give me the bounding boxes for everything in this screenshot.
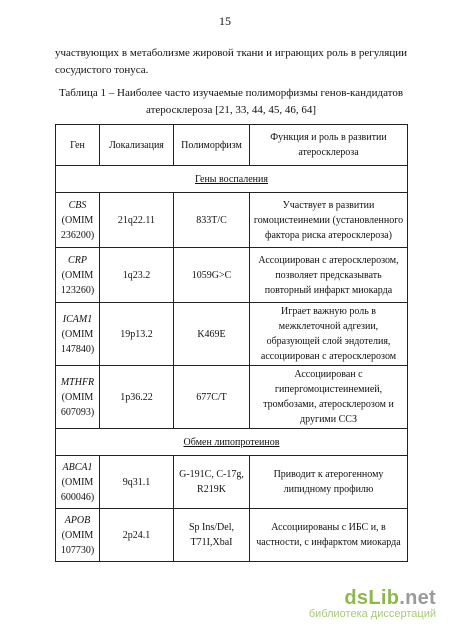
page-number: 15 [219, 14, 231, 28]
intro-paragraph [55, 45, 407, 79]
dslib-watermark[interactable] [309, 588, 436, 621]
gene-cell [56, 248, 100, 303]
omim-label: (OMIM [61, 214, 94, 226]
function-cell: Приводит к атерогенному липидному профилю [250, 456, 408, 509]
table-row [56, 303, 408, 366]
gene-name: CRP [68, 254, 87, 266]
polymorphism-cell: 1059G>C [174, 248, 250, 303]
header-gene: Ген [56, 125, 100, 166]
gene-name: MTHFR [60, 376, 95, 388]
section-title: Обмен липопротеинов [56, 429, 408, 456]
header-polymorphism: Полиморфизм [174, 125, 250, 166]
polymorphism-cell: 677C/T [174, 366, 250, 429]
omim-label: (OMIM [61, 328, 94, 340]
header-function: Функция и роль в развитии атеросклероза [250, 125, 408, 166]
dslib-logo [309, 588, 436, 608]
gene-cell [56, 366, 100, 429]
omim-number: 147840) [60, 343, 95, 355]
locus-cell: 2p24.1 [100, 509, 174, 562]
header-locus: Локализация [100, 125, 174, 166]
omim-number: 107730) [60, 544, 95, 556]
locus-cell: 1q23.2 [100, 248, 174, 303]
gene-name: APOB [64, 514, 91, 526]
intro-line-1: участвующих в метаболизме жировой ткани и играющих роль в регуляции [55, 47, 407, 59]
caption-line-1: Таблица 1 – Наиболее часто изучаемые полиморфизмы генов-кандидатов [58, 87, 404, 99]
gene-polymorphism-table [55, 124, 408, 562]
logo-tld: .net [399, 587, 436, 609]
gene-cell [56, 193, 100, 248]
omim-label: (OMIM [61, 391, 94, 403]
gene-cell [56, 456, 100, 509]
omim-number: 607093) [60, 406, 95, 418]
gene-cell [56, 509, 100, 562]
gene-name: ICAM1 [62, 313, 93, 325]
omim-label: (OMIM [61, 529, 94, 541]
polymorphism-cell: K469E [174, 303, 250, 366]
table-row [56, 366, 408, 429]
section-title: Гены воспаления [56, 166, 408, 193]
locus-cell: 21q22.11 [100, 193, 174, 248]
function-cell: Играет важную роль в межклеточной адгезии, образующей слой эндотелия, ассоциирован с атеросклерозом [250, 303, 408, 366]
omim-label: (OMIM [61, 269, 94, 281]
omim-number: 236200) [60, 229, 95, 241]
polymorphism-cell: Sp Ins/Del, T71I,XbaI [174, 509, 250, 562]
table-header-row [56, 125, 408, 166]
function-cell: Ассоциирован с гипергомоцистеинемией, тромбозами, атеросклерозом и другими ССЗ [250, 366, 408, 429]
table-row [56, 193, 408, 248]
gene-name: CBS [68, 199, 87, 211]
omim-number: 600046) [60, 491, 95, 503]
gene-name: ABCA1 [62, 461, 93, 473]
function-cell: Участвует в развитии гомоцистеинемии (установленного фактора риска атеросклероза) [250, 193, 408, 248]
polymorphism-cell: G-191C, C-17g, R219K [174, 456, 250, 509]
table-row [56, 248, 408, 303]
section-row-lipoprotein [56, 429, 408, 456]
table-row [56, 456, 408, 509]
function-cell: Ассоциирован с атеросклерозом, позволяет предсказывать повторный инфаркт миокарда [250, 248, 408, 303]
polymorphism-cell: 833T/C [174, 193, 250, 248]
table-caption [55, 85, 407, 119]
omim-label: (OMIM [61, 476, 94, 488]
locus-cell: 19p13.2 [100, 303, 174, 366]
omim-number: 123260) [60, 284, 95, 296]
locus-cell: 9q31.1 [100, 456, 174, 509]
section-row-inflammation [56, 166, 408, 193]
table-row [56, 509, 408, 562]
watermark-subtitle: библиотека диссертаций [308, 608, 436, 620]
logo-main: dsLib [344, 587, 400, 609]
locus-cell: 1p36.22 [100, 366, 174, 429]
caption-line-2: атеросклероза [21, 33, 44, 45, 46, 64] [146, 104, 316, 116]
intro-line-2: сосудистого тонуса. [55, 64, 149, 76]
gene-cell [56, 303, 100, 366]
function-cell: Ассоциированы с ИБС и, в частности, с инфарктом миокарда [250, 509, 408, 562]
